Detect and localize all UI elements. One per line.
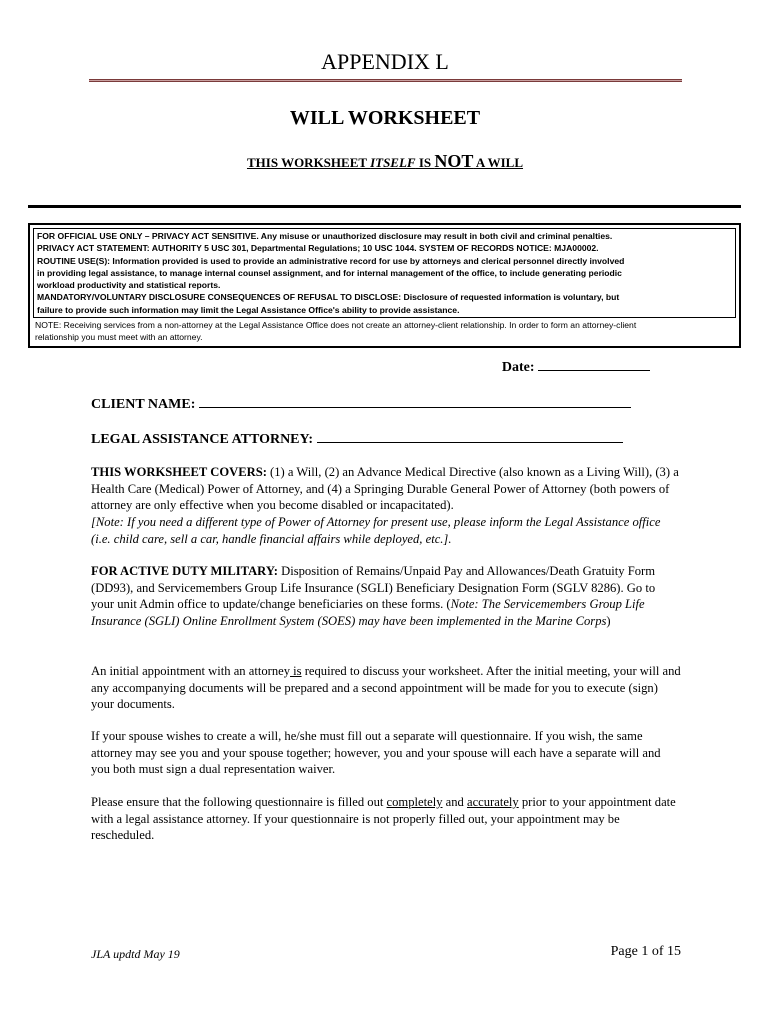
client-name-field — [91, 395, 631, 413]
privacy-line: workload productivity and statistical reports. — [37, 280, 221, 291]
privacy-line: in providing legal assistance, to manage internal counsel assignment, and for internal management of the office, to include generating periodic — [37, 267, 622, 278]
privacy-statement — [33, 228, 736, 318]
title-rule — [89, 79, 682, 82]
military-close: ) — [606, 614, 611, 629]
client-name-label: CLIENT NAME: — [91, 397, 196, 412]
date-label: Date: — [501, 360, 535, 375]
appendix-heading: APPENDIX L — [321, 49, 449, 74]
date-blank[interactable] — [538, 358, 650, 371]
privacy-line: PRIVACY ACT STATEMENT: AUTHORITY 5 USC 301, Departmental Regulations; 10 USC 1044. SYSTEM OF RECORDS NOTICE: MJA00002. — [37, 243, 599, 254]
attorney-blank[interactable] — [317, 430, 623, 443]
attorney-client-note — [30, 318, 739, 346]
privacy-act-box — [28, 223, 741, 348]
initial-post: required to discuss your worksheet. After the initial meeting, your will and any accompanying documents will be prepared and a second appointment will be made for you to execute (sign) your documents. — [91, 664, 681, 712]
ensure-post: prior to your appointment date with a legal assistance attorney. If your questionnaire is not properly filled out, your appointment may be rescheduled. — [91, 795, 676, 843]
military-heading: FOR ACTIVE DUTY MILITARY: — [91, 564, 278, 578]
worksheet-covers-paragraph — [91, 464, 681, 548]
privacy-line: FOR OFFICIAL USE ONLY – PRIVACY ACT SENSITIVE. Any misuse or unauthorized disclosure may result in both civil and criminal penalties. — [37, 231, 613, 241]
covers-heading: THIS WORKSHEET COVERS: — [91, 465, 267, 479]
attorney-label: LEGAL ASSISTANCE ATTORNEY: — [91, 432, 314, 447]
initial-appointment-paragraph — [91, 663, 681, 713]
ensure-completely: completely — [386, 795, 443, 809]
note-line: relationship you must meet with an attorney. — [35, 332, 203, 343]
client-name-blank[interactable] — [199, 395, 631, 408]
ensure-accurately: accurately — [466, 795, 519, 809]
military-text: Disposition of Remains/Unpaid Pay and Allowances/Death Gratuity Form (DD93), and Servicemembers Group Life Insurance (SGLI) Beneficiary Designation Form (SGLV 8286). Go to your unit Admin office to update/change beneficiaries on these forms. ( — [91, 564, 656, 612]
ensure-pre: Please ensure that the following questionnaire is filled out — [91, 795, 387, 809]
spouse-paragraph: If your spouse wishes to create a will, he/she must fill out a separate will questionnaire. If you wish, the same attorney may see you and your spouse together; however, you and your spouse will each have a separate will and you both must sign a dual representation waiver. — [91, 729, 661, 777]
section-divider — [28, 205, 741, 208]
attorney-field — [91, 430, 623, 448]
initial-pre: An initial appointment with an attorney — [91, 664, 291, 678]
not-a-will-notice — [0, 150, 770, 174]
notice-is: IS — [415, 155, 435, 170]
privacy-line: MANDATORY/VOLUNTARY DISCLOSURE CONSEQUENCES OF REFUSAL TO DISCLOSE: Disclosure of requested information is voluntary, but — [37, 292, 620, 303]
notice-itself: ITSELF — [370, 155, 416, 170]
active-duty-paragraph — [91, 563, 681, 630]
military-note: Note: The Servicemembers Group Life Insurance (SGLI) Online Enrollment System (SOES) may have been implemented in the Marine Corps — [91, 597, 645, 629]
privacy-line: failure to provide such information may limit the Legal Assistance Office's ability to provide assistance. — [37, 304, 460, 315]
note-line: NOTE: Receiving services from a non-attorney at the Legal Assistance Office does not create an attorney-client relationship. In order to form an attorney-client — [35, 320, 637, 331]
notice-pre: THIS WORKSHEET — [246, 155, 371, 170]
covers-note: [Note: If you need a different type of Power of Attorney for present use, please inform the Legal Assistance office (i.e. child care, sell a car, handle financial affairs while deployed, etc.]. — [91, 515, 661, 546]
page-number: Page 1 of 15 — [610, 944, 681, 959]
privacy-line: ROUTINE USE(S): Information provided is used to provide an administrative record for use by attorneys and clerical personnel directly involved — [37, 255, 625, 266]
notice-not: NOT — [434, 151, 474, 171]
notice-post: A WILL — [473, 155, 524, 170]
footer-revision: JLA updtd May 19 — [91, 947, 180, 961]
covers-text: (1) a Will, (2) an Advance Medical Directive (also known as a Living Will), (3) a Health Care (Medical) Power of Attorney, and (4) a Springing Durable General Power of Attorney (both powers of attorney are only effective when you become disabled or incapacitated). — [91, 465, 679, 513]
ensure-paragraph — [91, 794, 681, 844]
document-title: WILL WORKSHEET — [289, 107, 481, 129]
initial-underlined: is — [290, 664, 302, 678]
ensure-mid: and — [442, 795, 467, 809]
date-field — [502, 358, 650, 376]
